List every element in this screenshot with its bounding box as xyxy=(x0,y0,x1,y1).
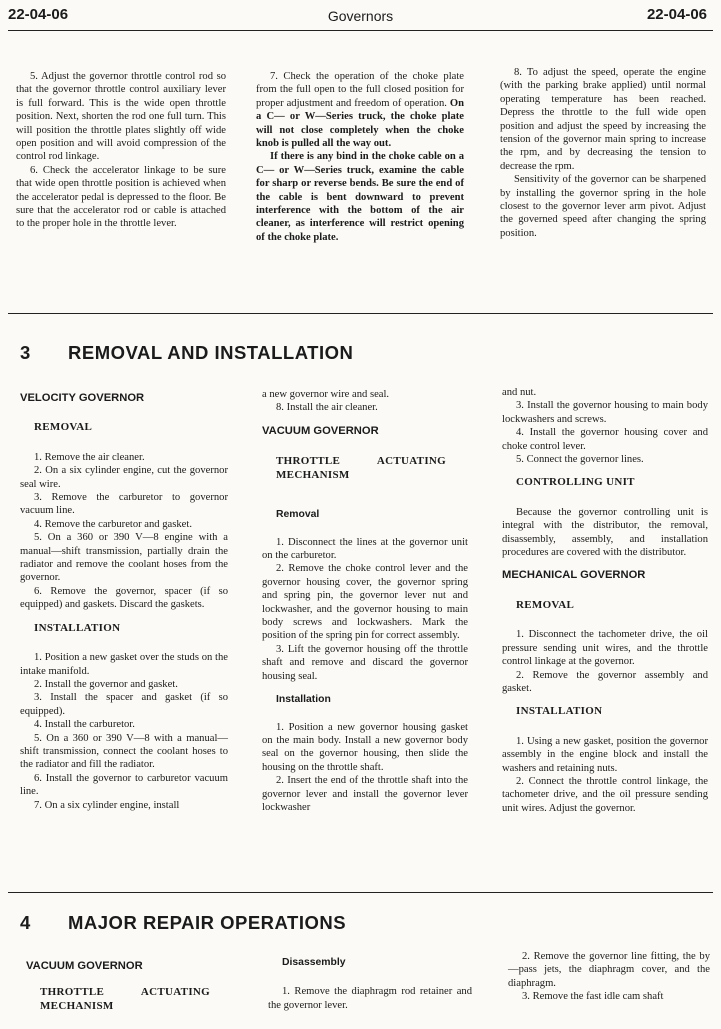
section-title: MAJOR REPAIR OPERATIONS xyxy=(68,912,347,933)
step: 1. Position a new governor housing gasket on the main body. Install a new governor body seal on the governor housing, then slide the housing on the throttle shaft. xyxy=(262,721,468,773)
procedure-heading: INSTALLATION xyxy=(34,621,121,634)
subsection-heading: VACUUM GOVERNOR xyxy=(262,424,379,437)
subsection-heading: VACUUM GOVERNOR xyxy=(26,960,143,972)
step: 3. Install the governor housing to main body lockwashers and screws. xyxy=(502,400,708,425)
procedure-heading: REMOVAL xyxy=(516,598,575,611)
warning-paragraph: If there is any bind in the choke cable on a C— or W—Series truck, examine the cable for sharp or reverse bends. Be sure the end of the cable is bent downward to prevent interference with the bottom of the air cleaner, as interference will restrict opening of the choke plate. xyxy=(256,151,464,243)
section-4-column-2 xyxy=(268,956,472,1012)
procedure-heading: THROTTLE ACTUATING MECHANISM xyxy=(276,455,446,482)
procedure-subheading: Removal xyxy=(276,509,320,521)
step: 5. On a 360 or 390 V—8 engine with a manual—shift transmission, partially drain the radiator and remove the coolant hoses from the governor. xyxy=(20,532,228,584)
paragraph: Because the governor controlling unit is integral with the distributor, the removal, disassembly, assembly, and installation procedures are covered with the distributor. xyxy=(502,506,708,559)
section-title: REMOVAL AND INSTALLATION xyxy=(68,342,354,363)
section-3-heading xyxy=(20,342,353,364)
step: 1. Disconnect the tachometer drive, the oil pressure sending unit wires, and the throttle control linkage at the governor. xyxy=(502,629,708,668)
paragraph: 8. To adjust the speed, operate the engine (with the parking brake applied) until normal operating temperature has been reached. Depress the throttle to the full wide open position and adjust the speed by increasing the tension of the governor main spring to increase the rpm, and by decreasing the tension to decrease the rpm. xyxy=(500,67,706,172)
section-3-column-2 xyxy=(262,388,468,814)
step: 4. Install the carburetor. xyxy=(34,719,135,731)
step: 6. Remove the governor, spacer (if so equipped) and gaskets. Discard the gaskets. xyxy=(20,585,228,611)
step: 3. Lift the governor housing off the throttle shaft and remove and discard the governor housing seal. xyxy=(262,643,468,682)
page-number-left: 22-04-06 xyxy=(8,6,69,23)
section-4-column-3 xyxy=(508,950,710,1004)
section-rule xyxy=(8,313,713,314)
step: 2. Remove the choke control lever and the governor housing cover, the governor spring and spring pin, the governor lever nut and lockwasher, and the governor housing to main body screws and lockwashers. Mark the position of the spring pin for correct assembly. xyxy=(262,563,468,642)
step: 5. On a 360 or 390 V—8 with a manual—shift transmission, connect the coolant hoses to the radiator and fill the radiator. xyxy=(20,732,228,771)
procedure-heading: REMOVAL xyxy=(34,421,93,434)
section-rule xyxy=(8,892,713,893)
step: 4. Install the governor housing cover and choke control lever. xyxy=(502,427,708,452)
step: 8. Install the air cleaner. xyxy=(276,402,378,414)
step: 1. Position a new gasket over the studs on the intake manifold. xyxy=(20,652,228,677)
step: 2. Insert the end of the throttle shaft into the governor lever and install the governor lever lockwasher xyxy=(262,775,468,813)
section-3-column-1 xyxy=(20,392,228,812)
top-column-1 xyxy=(16,70,226,231)
top-column-2 xyxy=(256,70,464,244)
warning-text: On a C— or W—Series truck, the choke plate will not close completely when the choke knob is pulled all the way out. xyxy=(256,97,464,150)
step-continued: and nut. xyxy=(502,387,537,398)
paragraph-text: 7. Check the operation of the choke plate from the full open to the full closed position for proper adjustment and freedom of operation. xyxy=(256,71,464,109)
step: 5. Connect the governor lines. xyxy=(516,454,644,466)
section-number: 3 xyxy=(20,342,31,363)
step: 7. On a six cylinder engine, install xyxy=(34,799,180,811)
step: 1. Remove the air cleaner. xyxy=(34,451,145,463)
section-4-heading xyxy=(20,912,346,934)
step: 6. Install the governor to carburetor vacuum line. xyxy=(20,772,228,798)
procedure-heading: INSTALLATION xyxy=(516,705,603,718)
procedure-subheading: Disassembly xyxy=(282,957,346,968)
paragraph xyxy=(256,70,464,150)
section-4-column-1 xyxy=(26,960,232,1029)
subsection-heading: CONTROLLING UNIT xyxy=(516,476,635,489)
step: 1. Disconnect the lines at the governor unit on the carburetor. xyxy=(262,536,468,562)
paragraph: 5. Adjust the governor throttle control rod so that the governor throttle control auxiliary lever is full forward. This is the wide open throttle position. Next, shorten the rod one full turn. This will position the throttle plates slightly off wide open position and will avoid compression of the control rod linkage. xyxy=(16,71,226,163)
step: 2. Remove the governor assembly and gasket. xyxy=(502,669,708,694)
section-number: 4 xyxy=(20,912,31,933)
paragraph: 6. Check the accelerator linkage to be sure that wide open throttle position is achieved when the accelerator pedal is depressed to the floor. Be sure that the accelerator rod or cable is attached to the proper hole in the throttle lever. xyxy=(16,164,226,230)
step: 2. Remove the governor line fitting, the by—pass jets, the diaphragm cover, and the diaphragm. xyxy=(508,951,710,989)
procedure-heading: THROTTLE ACTUATING MECHANISM xyxy=(40,986,210,1013)
step: 3. Install the spacer and gasket (if so equipped). xyxy=(20,692,228,717)
subsection-heading: VELOCITY GOVERNOR xyxy=(20,392,145,404)
step-continued: a new governor wire and seal. xyxy=(262,389,390,400)
step: 1. Using a new gasket, position the governor assembly in the engine block and install the washers and retaining nuts. xyxy=(502,735,708,774)
step: 3. Remove the fast idle cam shaft xyxy=(522,991,664,1003)
procedure-subheading: Installation xyxy=(276,694,331,706)
page-title: Governors xyxy=(327,8,394,24)
step: 1. Remove the diaphragm rod retainer and the governor lever. xyxy=(268,986,472,1011)
step: 2. On a six cylinder engine, cut the governor seal wire. xyxy=(20,465,228,490)
step: 4. Remove the carburetor and gasket. xyxy=(34,518,192,530)
page-number-right: 22-04-06 xyxy=(646,6,707,23)
header-rule xyxy=(8,30,713,31)
subsection-heading: MECHANICAL GOVERNOR xyxy=(502,569,646,582)
top-column-3 xyxy=(500,66,706,240)
step: 3. Remove the carburetor to governor vacuum line. xyxy=(20,492,228,517)
step: 2. Connect the throttle control linkage, the tachometer drive, and the oil pressure sending unit wires. Adjust the governor. xyxy=(502,775,708,814)
section-3-column-3 xyxy=(502,386,708,815)
step: 2. Install the governor and gasket. xyxy=(34,678,178,690)
paragraph: Sensitivity of the governor can be sharpened by installing the governor spring in the hole closest to the governor lever arm pivot. Adjust the governed speed after changing the spring position. xyxy=(500,174,706,239)
